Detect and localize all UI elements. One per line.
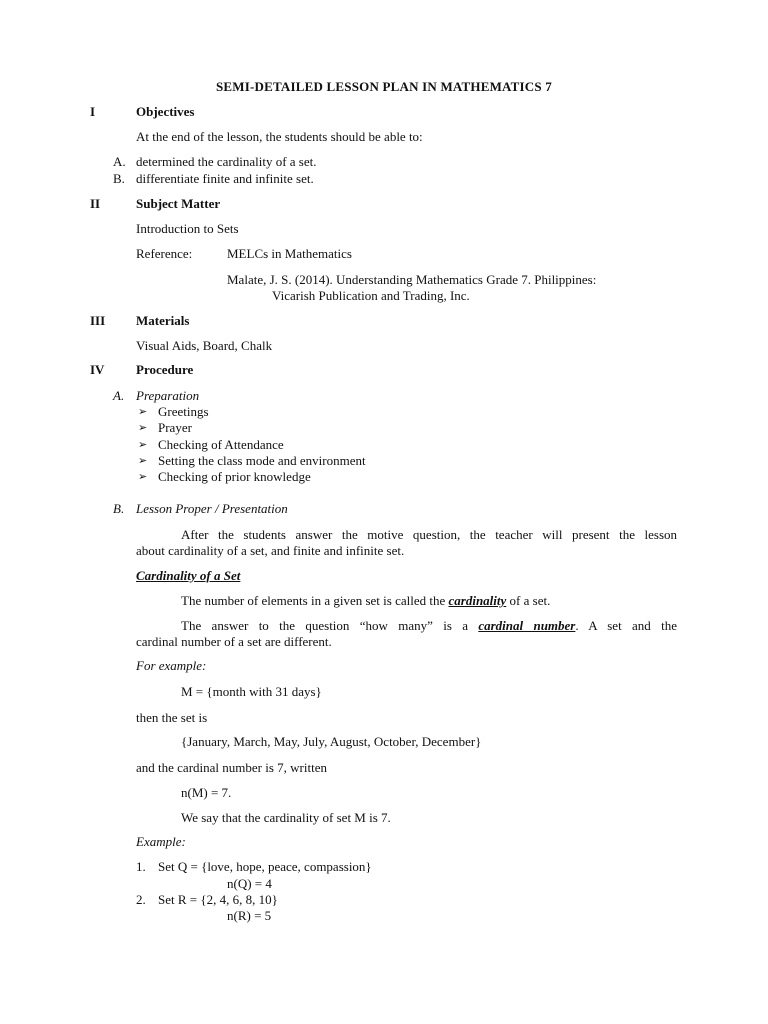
objective-item-b: differentiate finite and infinite set. [136, 171, 314, 186]
example-set-r: Set R = {2, 4, 6, 8, 10} [158, 892, 278, 907]
page-title: SEMI-DETAILED LESSON PLAN IN MATHEMATICS 7 [216, 79, 552, 94]
objective-item-a: determined the cardinality of a set. [136, 154, 317, 169]
section-number-iii: III [90, 313, 106, 328]
cardinal-number-term: cardinal number [478, 618, 576, 633]
section-number-i: I [90, 104, 96, 119]
for-example-label: For example: [136, 658, 207, 673]
bullet-arrow-icon: ➢ [138, 405, 148, 418]
preparation-item: Greetings [158, 404, 209, 419]
example-label: Example: [136, 834, 186, 849]
procedure-heading: Procedure [136, 362, 194, 377]
lesson-proper-label: Lesson Proper / Presentation [136, 501, 288, 516]
reference-label: Reference: [136, 246, 193, 261]
subject-matter-heading: Subject Matter [136, 196, 221, 211]
example-set-q: Set Q = {love, hope, peace, compassion} [158, 859, 372, 874]
objective-letter-b: B. [113, 171, 125, 186]
definition-text-before: The number of elements in a given set is called the [181, 593, 449, 608]
n-m-value: n(M) = 7. [181, 785, 232, 800]
example-number: 2. [136, 892, 146, 907]
preparation-item: Setting the class mode and environment [158, 453, 366, 468]
lesson-proper-letter: B. [113, 501, 125, 516]
definition-text-after: of a set. [506, 593, 551, 608]
example-n-r: n(R) = 5 [227, 908, 272, 923]
cardinal-number-line2: cardinal number of a set are different. [136, 634, 332, 649]
lesson-paragraph-line2: about cardinality of a set, and finite and infinite set. [136, 543, 405, 558]
materials-text: Visual Aids, Board, Chalk [136, 338, 273, 353]
materials-heading: Materials [136, 313, 190, 328]
cardinal-text-before: The answer to the question “how many” is a [181, 618, 479, 633]
preparation-item: Checking of prior knowledge [158, 469, 311, 484]
subject-topic: Introduction to Sets [136, 221, 239, 236]
reference-2-line1: Malate, J. S. (2014). Understanding Mathematics Grade 7. Philippines: [227, 272, 597, 287]
preparation-item: Checking of Attendance [158, 437, 284, 452]
cardinal-text-after: . A set and the [575, 618, 678, 633]
objectives-intro: At the end of the lesson, the students should be able to: [136, 129, 423, 144]
section-number-iv: IV [90, 362, 105, 377]
objective-letter-a: A. [113, 154, 126, 169]
bullet-arrow-icon: ➢ [138, 421, 148, 434]
preparation-label: Preparation [136, 388, 200, 403]
bullet-arrow-icon: ➢ [138, 454, 148, 467]
cardinality-heading: Cardinality of a Set [136, 568, 241, 583]
cardinal-number-line1 [181, 618, 677, 634]
set-m-elements: {January, March, May, July, August, October, December} [181, 734, 482, 749]
reference-1: MELCs in Mathematics [227, 246, 352, 261]
example-number: 1. [136, 859, 146, 874]
bullet-arrow-icon: ➢ [138, 470, 148, 483]
example-n-q: n(Q) = 4 [227, 876, 272, 891]
definition-term: cardinality [448, 593, 507, 608]
objectives-heading: Objectives [136, 104, 195, 119]
set-m-definition: M = {month with 31 days} [181, 684, 322, 699]
preparation-item: Prayer [158, 420, 192, 435]
cardinality-conclusion: We say that the cardinality of set M is 7. [181, 810, 391, 825]
bullet-arrow-icon: ➢ [138, 438, 148, 451]
then-text: then the set is [136, 710, 208, 725]
preparation-letter: A. [113, 388, 125, 403]
cardinality-definition [181, 593, 550, 609]
reference-2-line2: Vicarish Publication and Trading, Inc. [272, 288, 470, 303]
section-number-ii: II [90, 196, 101, 211]
lesson-paragraph-line1: After the students answer the motive question, the teacher will present the lesson [181, 527, 677, 542]
cardinal-number-text: and the cardinal number is 7, written [136, 760, 327, 775]
